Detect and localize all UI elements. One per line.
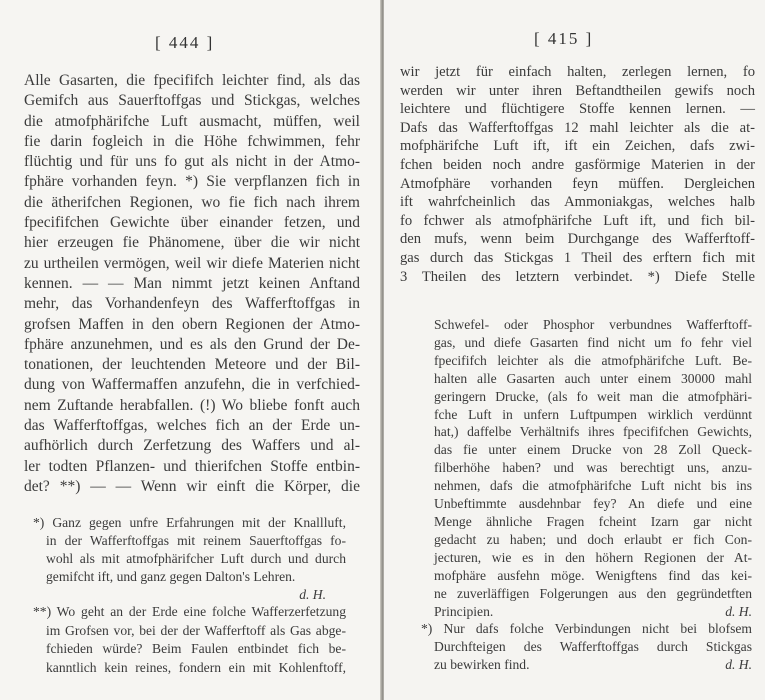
line-text: zu bewirken find. <box>434 657 530 672</box>
line-text: fpecififch leichter als die atmofphärifche Luft. Be- <box>434 352 752 368</box>
line-text: hat,) daffelbe Verhältnifs ihres fpecififchen Gewichts, <box>434 424 752 440</box>
line-text: wohl als mit atmofphärifcher Luft durch und durch <box>46 551 346 566</box>
text-line <box>434 459 752 477</box>
body-text <box>24 71 360 497</box>
line-text: flüchtig und für uns fo gut als nicht in der Atmo- <box>24 153 360 171</box>
line-text: wir jetzt für einfach halten, zerlegen lernen, fo <box>400 64 755 80</box>
text-line <box>24 213 360 233</box>
line-text: dung von Waffermaffen anzufehn, die in verfchied- <box>24 376 360 394</box>
text-line <box>24 112 360 132</box>
text-line <box>434 370 752 388</box>
line-text: ne zuverläffigen Folgerungen aus den gegründetften <box>434 585 752 601</box>
text-line <box>24 396 360 416</box>
page-number-header: [ 444 ] <box>155 33 215 52</box>
line-text: Dafs das Wafferftoffgas 12 mahl leichter als die at- <box>400 119 755 136</box>
text-line <box>24 355 360 375</box>
line-text: in der Wafferftoffgas mit reinem Sauerftoffgas fo- <box>46 533 346 548</box>
footnote-continuation <box>434 316 752 620</box>
text-line <box>434 567 752 585</box>
line-text: kanntlich kein reines, fondern ein mit Kohlenftoff, <box>46 659 346 675</box>
line-text: fche Luft in unfern Luftpumpen wirklich verdünnt <box>434 406 752 422</box>
line-text: *) Nur dafs folche Verbindungen nicht bei blofsem <box>421 621 752 636</box>
text-line <box>421 620 752 638</box>
line-text: Durchfteigen des Wafferftoffgas durch Stickgas <box>434 639 752 654</box>
signature: d. H. <box>725 657 752 672</box>
text-line <box>400 230 755 249</box>
line-text: nehmen, dafs die atmofphärifche Luft nicht bis ins <box>434 478 752 494</box>
line-text: Principien. <box>434 603 494 619</box>
line-text: det? **) — — Wenn wir einft die Körper, die <box>24 477 360 495</box>
text-line <box>33 603 346 622</box>
text-line <box>33 514 346 532</box>
text-line <box>46 622 346 641</box>
text-line <box>434 388 752 406</box>
line-text: Schwefel- oder Phosphor verbundnes Wafferftoff- <box>434 317 752 332</box>
text-line <box>24 91 360 111</box>
line-text: gas, und diefe Gasarten find nicht um fo fehr viel <box>434 334 752 350</box>
line-text: halten alle Gasarten auch unter einem 30000 mahl <box>434 370 752 386</box>
text-line <box>434 513 752 531</box>
text-line <box>24 193 360 213</box>
line-text: im Grofsen vor, bei der der Wafferftoff als Gas abge- <box>46 622 346 638</box>
line-text: zu urtheilen vermögen, weil wir diefe Materien nicht <box>24 254 360 272</box>
signature: d. H. <box>725 603 752 619</box>
text-line <box>24 315 360 335</box>
text-line <box>400 175 755 194</box>
text-line <box>400 63 755 82</box>
text-line <box>46 640 346 659</box>
line-text: das Wafferftoffgas, welches fich an der Erde un- <box>24 417 360 435</box>
text-line <box>400 137 755 156</box>
line-text: leichtere und flüchtigere Stoffe kennen lernen. — <box>400 101 755 118</box>
text-line <box>400 119 755 138</box>
text-line <box>434 603 752 621</box>
line-text: gedacht zu haben; und doch erlaubt er fich Con- <box>434 531 752 547</box>
text-line <box>434 316 752 334</box>
line-text: gas durch das Stickgas 1 Theil des erftern fich mit <box>400 249 755 266</box>
text-line <box>24 294 360 314</box>
page-number-header: [ 415 ] <box>534 29 594 48</box>
line-text: filberhöhe haben? und was berechtigt uns, anzu- <box>434 460 752 476</box>
text-line <box>24 132 360 152</box>
line-text: werden wir unter ihren Beftandtheilen gewifs noch <box>400 82 755 99</box>
text-line <box>434 531 752 549</box>
line-text: mofphäre ausfehn möge. Wenigftens find das kei- <box>434 567 752 583</box>
text-line <box>434 334 752 352</box>
text-line <box>24 477 360 497</box>
text-line <box>24 416 360 436</box>
text-line <box>434 549 752 567</box>
line-text: fphäre vorhanden feyn. *) Sie verpflanzen fich in <box>24 173 360 191</box>
line-text: Atmofphäre vorhanden feyn müffen. Dergleichen <box>400 175 755 192</box>
line-text: die atmofphärifche Luft ausmacht, müffen, weil <box>24 112 360 130</box>
line-text: aufhörlich durch Zerfetzung des Waffers und al- <box>24 437 360 455</box>
line-text: fo fchwer als atmofphärifche Luft ift, und fich bil- <box>400 212 755 229</box>
text-line <box>400 268 755 287</box>
line-text: den mufs, wenn beim Durchgange des Wafferftoff- <box>400 231 755 248</box>
text-line <box>434 585 752 603</box>
line-text: fchen beiden noch andre gasförmige Materien in der <box>400 156 755 173</box>
line-text: das fie unter einem Drucke von 28 Zoll Queck- <box>434 442 752 458</box>
footnote <box>421 620 752 674</box>
line-text: mehr, das Vorhandenfeyn des Wafferftoffgas in <box>24 295 360 313</box>
signature: d. H. <box>299 587 326 602</box>
line-text: mofphärifche Luft ift, ift ein Zeichen, dafs zwi- <box>400 138 755 155</box>
line-text: nem Zuftande herabfallen. (!) Wo bliebe fonft auch <box>24 396 360 414</box>
text-line <box>24 152 360 172</box>
line-text: geringern Drucke, (als fo weit man die atmofphäri- <box>434 388 752 404</box>
line-text: jecturen, wie es in den höhern Regionen der At- <box>434 549 752 565</box>
text-line <box>434 656 752 674</box>
text-line <box>400 82 755 101</box>
line-text: Alle Gasarten, die fpecififch leichter find, als das <box>24 72 360 89</box>
text-line <box>434 423 752 441</box>
line-text: **) Wo geht an der Erde eine folche Wafferzerfetzung <box>33 604 346 619</box>
line-text: fpecififchen Gewichte über einander fetzen, und <box>24 214 360 232</box>
text-line <box>24 335 360 355</box>
text-line <box>24 457 360 477</box>
text-line <box>24 71 360 91</box>
text-line <box>434 638 752 656</box>
line-text: Gemifch aus Sauerftoffgas und Stickgas, welches <box>24 92 360 110</box>
line-text: die ätherifchen Regionen, wo fie fich nach ihrem <box>24 193 360 211</box>
text-line <box>400 193 755 212</box>
text-line <box>400 249 755 268</box>
line-text: grofsen Maffen in den obern Regionen der Atmo- <box>24 315 360 333</box>
text-line <box>46 659 346 678</box>
line-text: ift wahrfcheinlich das Ammoniakgas, welches halb <box>400 194 755 211</box>
line-text: *) Ganz gegen unfre Erfahrungen mit der Knallluft, <box>33 515 346 530</box>
text-line <box>434 495 752 513</box>
text-line <box>434 352 752 370</box>
line-text: Menge ähnliche Fragen fcheint Izarn gar nicht <box>434 513 752 529</box>
line-text: hier erzeugen fie Phänomene, über die wir nicht <box>24 234 360 252</box>
text-line <box>400 100 755 119</box>
text-line <box>46 532 346 550</box>
line-text: Unbeftimmte ausdehnbar fey? An diefe und eine <box>434 496 752 512</box>
line-text: kennen. — — Man nimmt jetzt keinen Anftand <box>24 274 360 292</box>
text-line <box>434 477 752 495</box>
text-line <box>24 375 360 395</box>
line-text: fphäre anzunehmen, und es als den Grund der De- <box>24 335 360 353</box>
line-text: fchieden würde? Beim Faulen entbindet fich be- <box>46 641 346 656</box>
text-line <box>46 550 346 568</box>
text-line <box>24 274 360 294</box>
line-text: ler todten Pflanzen- und thierifchen Stoffe entbin- <box>24 457 360 475</box>
line-text: fie darin fogleich in die Höhe fchwimmen, fehr <box>24 132 360 150</box>
text-line <box>24 436 360 456</box>
text-line <box>24 233 360 253</box>
text-line <box>434 441 752 459</box>
line-text: gemifcht ift, und ganz gegen Dalton's Lehren. <box>46 569 296 584</box>
text-line <box>400 156 755 175</box>
left-page <box>0 0 381 700</box>
text-line <box>24 254 360 274</box>
right-page <box>384 0 765 700</box>
text-line <box>434 406 752 424</box>
text-line <box>24 172 360 192</box>
text-line <box>46 568 346 586</box>
line-text: tonationen, der leuchtenden Meteore und der Bil- <box>24 356 360 374</box>
text-line <box>400 212 755 231</box>
footnote <box>33 603 346 677</box>
body-text <box>400 63 755 286</box>
footnote <box>33 514 346 604</box>
line-text: 3 Theilen des letztern verbindet. *) Diefe Stelle <box>400 268 755 285</box>
